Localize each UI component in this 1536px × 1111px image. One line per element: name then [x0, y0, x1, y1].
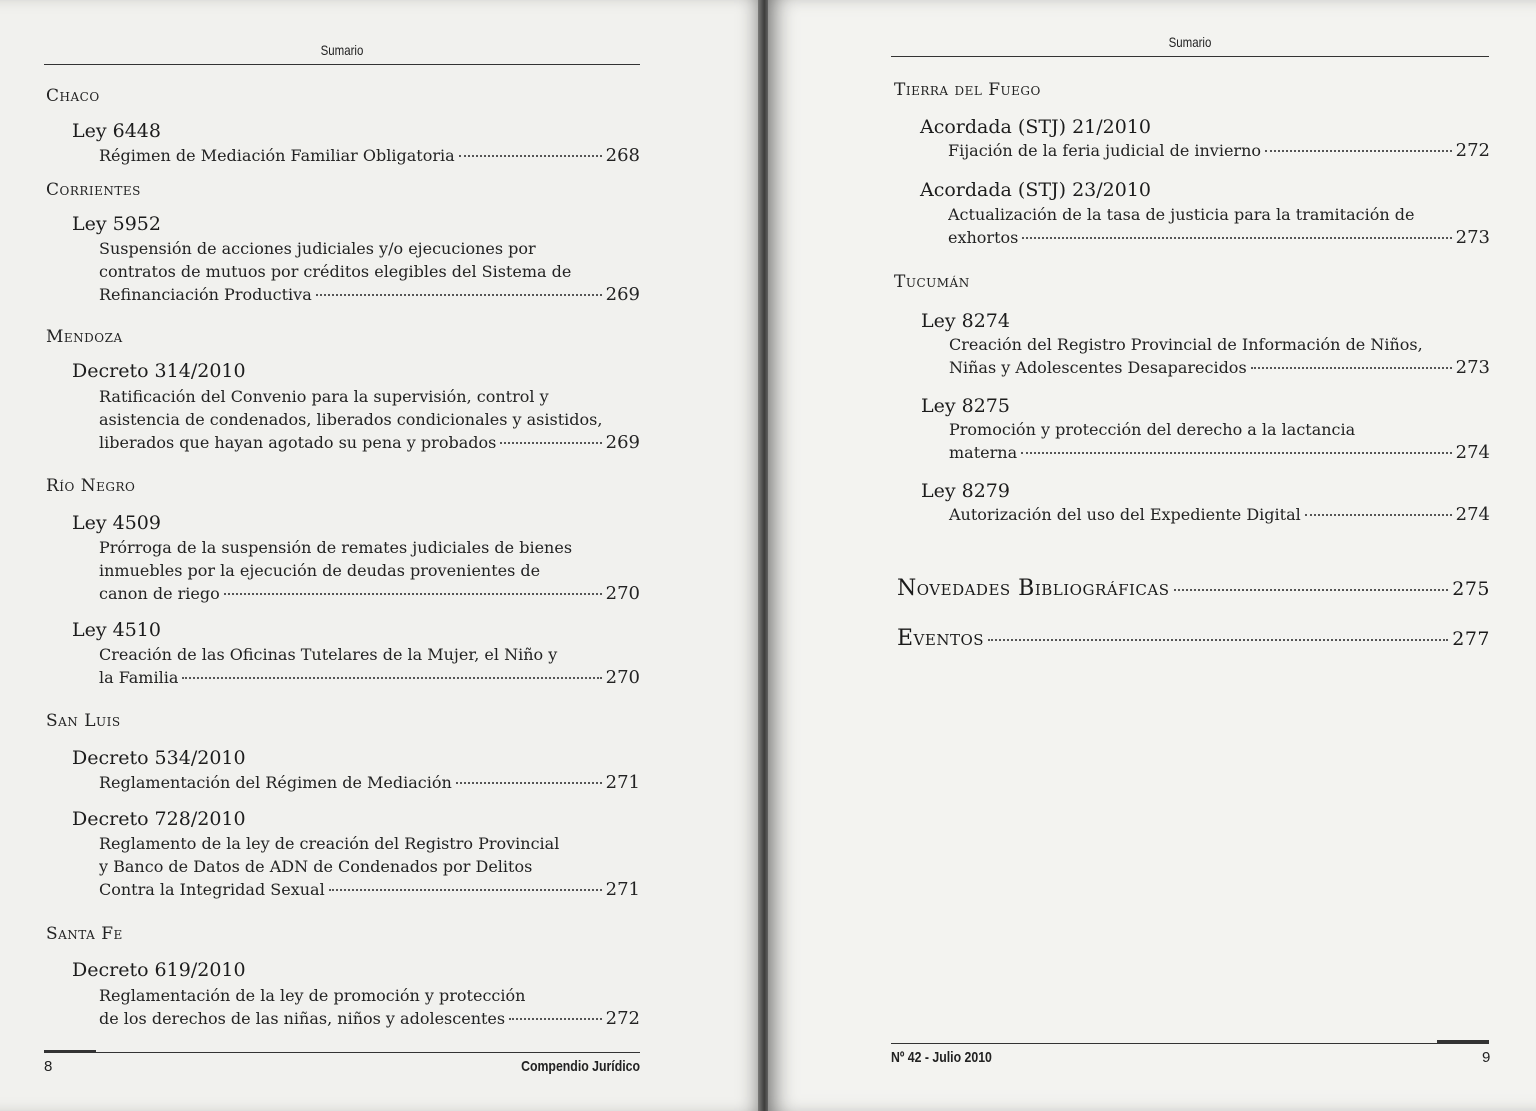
- province-heading: Río Negro: [46, 476, 136, 496]
- province-heading: Chaco: [46, 86, 100, 106]
- law-title: Decreto 619/2010: [72, 959, 246, 981]
- toc-entry: [99, 144, 640, 167]
- section-title: Eventos: [897, 626, 985, 651]
- leader-dots: [1251, 367, 1452, 369]
- entry-description: exhortos: [948, 228, 1019, 247]
- publication-title: Compendio Jurídico: [521, 1058, 640, 1075]
- header-rule: [44, 64, 640, 65]
- entry-description: Prórroga de la suspensión de remates judiciales de bienes: [99, 538, 573, 557]
- entry-description: asistencia de condenados, liberados condicionales y asistidos,: [99, 410, 603, 429]
- toc-entry: [99, 832, 640, 901]
- page-ref: 272: [605, 1008, 640, 1029]
- law-title: Ley 6448: [72, 120, 161, 142]
- entry-description: inmuebles por la ejecución de deudas provenientes de: [99, 561, 541, 580]
- leader-dots: [1265, 150, 1452, 152]
- law-title: Ley 8274: [921, 310, 1010, 332]
- law-title: Ley 8275: [921, 395, 1010, 417]
- page-ref: 275: [1452, 578, 1490, 600]
- issue-info: Nº 42 - Julio 2010: [891, 1049, 992, 1066]
- leader-dots: [459, 155, 602, 157]
- leader-dots: [182, 677, 601, 679]
- footer-accent-rule: [1437, 1040, 1489, 1043]
- page-header: Sumario: [1168, 34, 1212, 50]
- page-ref: 274: [1455, 504, 1490, 525]
- toc-entry: [949, 503, 1490, 526]
- toc-entry: [99, 536, 640, 605]
- entry-description: contratos de mutuos por créditos elegibles del Sistema de: [99, 262, 572, 281]
- law-title: Acordada (STJ) 23/2010: [920, 179, 1152, 201]
- page-ref: 271: [605, 772, 640, 793]
- footer-rule: [891, 1043, 1489, 1044]
- left-page: [0, 0, 762, 1111]
- header-rule: [891, 56, 1489, 57]
- leader-dots: [1022, 237, 1451, 239]
- law-title: Decreto 728/2010: [72, 808, 246, 830]
- province-heading: Mendoza: [46, 327, 123, 347]
- entry-description: Creación de las Oficinas Tutelares de la Mujer, el Niño y: [99, 645, 558, 664]
- page-ref: 277: [1452, 628, 1490, 650]
- leader-dots: [500, 442, 601, 444]
- law-title: Acordada (STJ) 21/2010: [920, 116, 1152, 138]
- entry-description: liberados que hayan agotado su pena y probados: [99, 433, 497, 452]
- leader-dots: [316, 294, 602, 296]
- entry-description: materna: [949, 443, 1018, 462]
- toc-entry: [99, 984, 640, 1030]
- law-title: Ley 5952: [72, 213, 161, 235]
- province-heading: Tierra del Fuego: [894, 80, 1041, 100]
- leader-dots: [224, 593, 602, 595]
- toc-entry: [948, 203, 1490, 249]
- entry-description: y Banco de Datos de ADN de Condenados por Delitos: [99, 857, 533, 876]
- right-page: [768, 0, 1536, 1111]
- entry-description: Régimen de Mediación Familiar Obligatoria: [99, 146, 455, 165]
- toc-entry: [949, 418, 1490, 464]
- toc-entry: [99, 237, 640, 306]
- leader-dots: [1174, 589, 1449, 591]
- entry-description: Reglamentación del Régimen de Mediación: [99, 773, 452, 792]
- page-number: 8: [44, 1058, 53, 1075]
- province-heading: Santa Fe: [46, 924, 123, 944]
- page-ref: 272: [1455, 140, 1490, 161]
- leader-dots: [988, 639, 1448, 641]
- page-ref: 270: [605, 583, 640, 604]
- entry-description: Contra la Integridad Sexual: [99, 880, 325, 899]
- page-number: 9: [1482, 1049, 1491, 1066]
- page-ref: 268: [605, 145, 640, 166]
- toc-entry: [948, 139, 1490, 162]
- page-ref: 273: [1455, 227, 1490, 248]
- entry-description: Promoción y protección del derecho a la lactancia: [949, 420, 1356, 439]
- entry-description: Actualización de la tasa de justicia para la tramitación de: [948, 205, 1415, 224]
- entry-description: Reglamento de la ley de creación del Registro Provincial: [99, 834, 560, 853]
- entry-description: Niñas y Adolescentes Desaparecidos: [949, 358, 1247, 377]
- page-ref: 270: [605, 667, 640, 688]
- province-heading: Corrientes: [46, 180, 141, 200]
- province-heading: San Luis: [46, 711, 121, 731]
- leader-dots: [1305, 514, 1452, 516]
- leader-dots: [329, 889, 602, 891]
- page-ref: 269: [605, 284, 640, 305]
- page-ref: 273: [1455, 357, 1490, 378]
- province-heading: Tucumán: [894, 272, 970, 292]
- footer-rule: [44, 1052, 640, 1053]
- entry-description: Refinanciación Productiva: [99, 285, 312, 304]
- toc-entry: [949, 333, 1490, 379]
- page-header: Sumario: [320, 42, 364, 58]
- toc-entry-novedades: [897, 576, 1490, 601]
- entry-description: Ratificación del Convenio para la supervisión, control y: [99, 387, 549, 406]
- toc-entry: [99, 643, 640, 689]
- toc-entry-eventos: [897, 626, 1490, 651]
- law-title: Decreto 534/2010: [72, 747, 246, 769]
- leader-dots: [1021, 452, 1452, 454]
- law-title: Decreto 314/2010: [72, 360, 246, 382]
- entry-description: Creación del Registro Provincial de Información de Niños,: [949, 335, 1423, 354]
- entry-description: Suspensión de acciones judiciales y/o ejecuciones por: [99, 239, 536, 258]
- leader-dots: [509, 1018, 602, 1020]
- page-ref: 271: [605, 879, 640, 900]
- law-title: Ley 8279: [921, 480, 1010, 502]
- law-title: Ley 4510: [72, 619, 161, 641]
- entry-description: de los derechos de las niñas, niños y adolescentes: [99, 1009, 506, 1028]
- entry-description: canon de riego: [99, 584, 220, 603]
- toc-entry: [99, 385, 640, 454]
- entry-description: la Familia: [99, 668, 179, 687]
- entry-description: Fijación de la feria judicial de invierno: [948, 141, 1262, 160]
- entry-description: Autorización del uso del Expediente Digital: [949, 505, 1301, 524]
- page-ref: 269: [605, 432, 640, 453]
- section-title: Novedades Bibliográficas: [897, 576, 1170, 601]
- entry-description: Reglamentación de la ley de promoción y protección: [99, 986, 526, 1005]
- toc-entry: [99, 771, 640, 794]
- page-ref: 274: [1455, 442, 1490, 463]
- law-title: Ley 4509: [72, 512, 161, 534]
- leader-dots: [456, 782, 602, 784]
